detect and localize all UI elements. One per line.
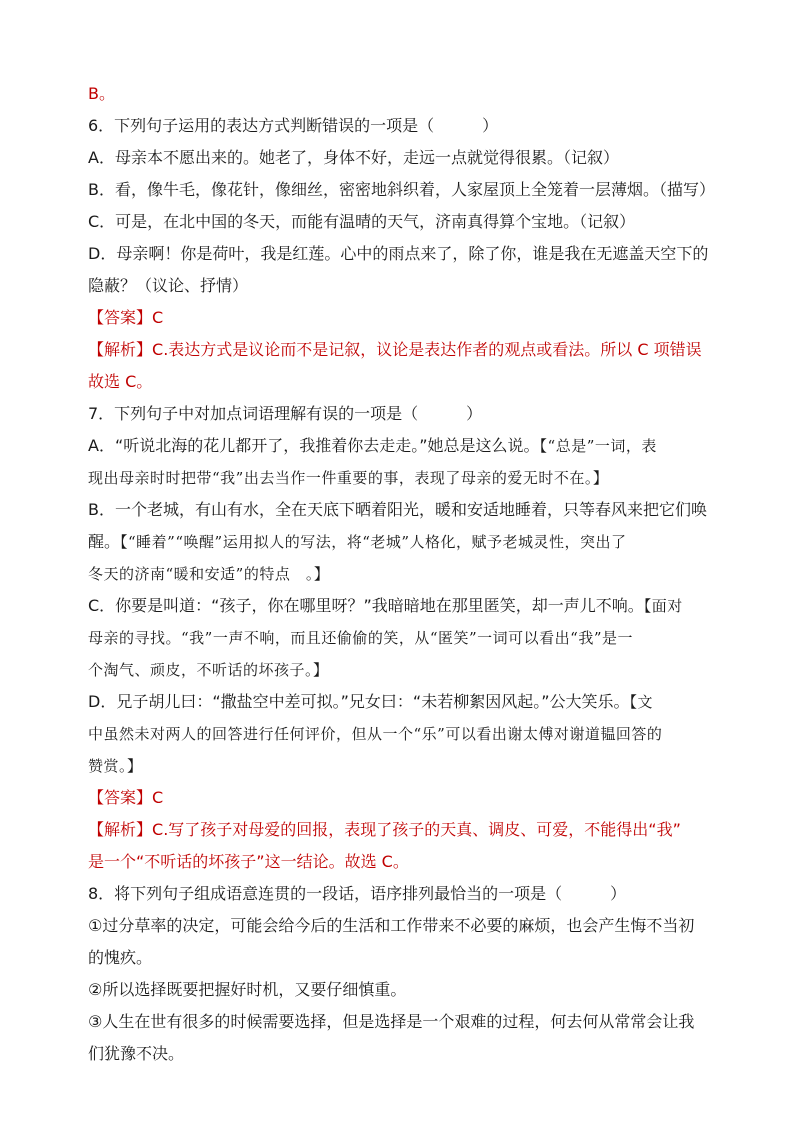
q7-option-a-text: A．“听说北海的花儿都开了，我推着你去走走。”她总是这么说。 [88, 436, 540, 455]
q6-option-b: B．看，像牛毛，像花针，像细丝，密密地斜织着，人家屋顶上全笼着一层薄烟。（描写） [88, 180, 715, 199]
q7-option-d-note: 【文 [629, 693, 653, 711]
q6-analysis-cont: 故选 C。 [88, 372, 153, 391]
q8-sentence-1-cont: 的愧疚。 [88, 948, 153, 967]
q7-option-a-note-cont: 现出母亲时时把带“我”出去当作一件重要的事，表现了母亲的爱无时不在。】 [88, 469, 609, 487]
q8-stem: 8．将下列句子组成语意连贯的一段话，语序排列最恰当的一项是（ ） [88, 884, 627, 903]
q7-analysis-cont: 是一个“不听话的坏孩子”这一结论。故选 C。 [88, 852, 409, 871]
analysis-label: 【解析】 [88, 820, 153, 839]
answer-label: 【答案】 [88, 308, 153, 327]
q7-option-d-text: D．兄子胡儿曰：“撒盐空中差可拟。”兄女曰：“未若柳絮因风起。”公大笑乐。 [88, 692, 630, 711]
q7-option-c-note-cont: 母亲的寻找。“我”一声不响，而且还偷偷的笑，从“匿笑”一词可以看出“我”是一 [88, 629, 634, 647]
q8-sentence-3: ③人生在世有很多的时候需要选择，但是选择是一个艰难的过程，何去何从常常会让我 [88, 1012, 695, 1031]
answer-label: 【答案】 [88, 788, 153, 807]
q7-option-c-note: 【面对 [643, 597, 683, 615]
q7-option-d-note-cont-2: 赞赏。】 [88, 757, 143, 775]
q7-option-b-note: 【“睡着”“唤醒”运用拟人的写法，将“老城”人格化，赋予老城灵性，突出了 [120, 533, 627, 551]
q7-option-b-cont [88, 526, 706, 558]
q6-stem: 6．下列句子运用的表达方式判断错误的一项是（ ） [88, 116, 499, 135]
q6-option-a: A．母亲本不愿出来的。她老了，身体不好，走远一点就觉得很累。（记叙） [88, 148, 619, 167]
q6-option-d: D．母亲啊！你是荷叶，我是红莲。心中的雨点来了，除了你，谁是我在无遮盖天空下的 [88, 244, 709, 263]
q7-option-c [88, 590, 706, 622]
answer-value: C [152, 788, 164, 807]
q7-answer [88, 782, 706, 814]
analysis-label: 【解析】 [88, 340, 153, 359]
q7-option-b-text: 醒。 [88, 532, 121, 551]
q7-option-b: B．一个老城，有山有水，全在天底下晒着阳光，暖和安适地睡着，只等春风来把它们唤 [88, 500, 707, 519]
q7-option-c-text: C．你要是叫道：“孩子，你在哪里呀？”我暗暗地在那里匿笑，却一声儿不响。 [88, 596, 644, 615]
q7-option-a [88, 430, 706, 462]
q7-option-b-note-cont: 冬天的济南“暖和安适”的特点 。】 [88, 565, 330, 583]
q8-sentence-1: ①过分草率的决定，可能会给今后的生活和工作带来不必要的麻烦，也会产生悔不当初 [88, 916, 695, 935]
q7-option-d [88, 686, 706, 718]
q6-analysis [88, 334, 706, 366]
q6-answer [88, 302, 706, 334]
answer-value: C [152, 308, 164, 327]
q7-analysis [88, 814, 706, 846]
analysis-text: C.写了孩子对母爱的回报，表现了孩子的天真、调皮、可爱，不能得出“我” [152, 820, 681, 839]
q7-option-a-note: 【“总是”一词，表 [539, 437, 657, 455]
q7-option-c-note-cont-2: 个淘气、顽皮，不听话的坏孩子。】 [88, 661, 329, 679]
q8-sentence-3-cont: 们犹豫不决。 [88, 1044, 185, 1063]
previous-answer-tail: B。 [88, 84, 115, 103]
q7-stem: 7．下列句子中对加点词语理解有误的一项是（ ） [88, 404, 483, 423]
analysis-text: C.表达方式是议论而不是记叙，议论是表达作者的观点或看法。所以 C 项错误 [152, 340, 702, 359]
q6-option-d-cont: 隐蔽？（议论、抒情） [88, 276, 249, 295]
q8-sentence-2: ②所以选择既要把握好时机，又要仔细慎重。 [88, 980, 407, 999]
q7-option-d-note-cont: 中虽然未对两人的回答进行任何评价，但从一个“乐”可以看出谢太傅对谢道韫回答的 [88, 725, 663, 743]
q6-option-c: C．可是，在北中国的冬天，而能有温晴的天气，济南真得算个宝地。（记叙） [88, 212, 636, 231]
